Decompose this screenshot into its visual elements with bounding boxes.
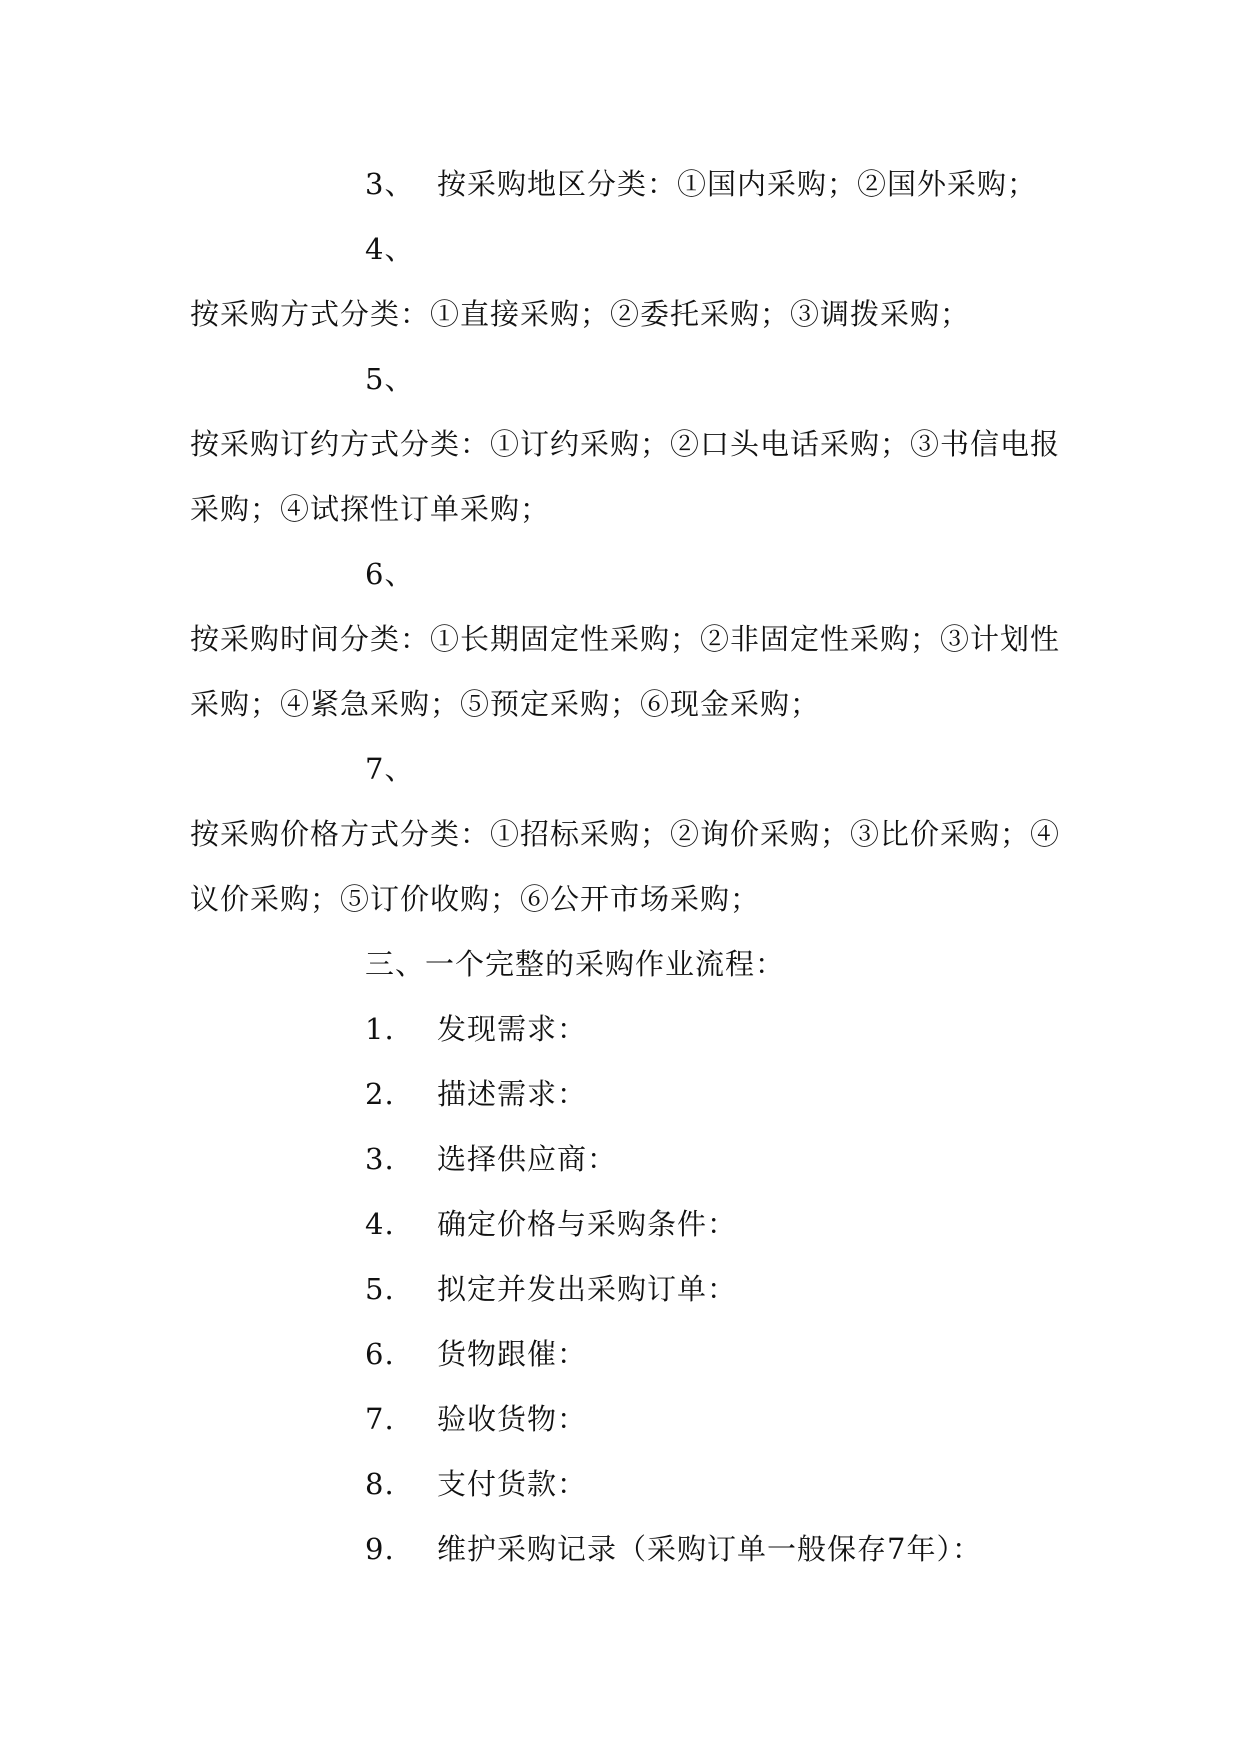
paragraph-line: 按采购时间分类：①长期固定性采购；②非固定性采购；③计划性 <box>190 622 1061 656</box>
step-number: 3. <box>365 1142 395 1176</box>
item-number: 4、 <box>365 232 415 266</box>
step-number: 8. <box>365 1467 395 1501</box>
step-text: 验收货物： <box>437 1402 588 1436</box>
item-number: 5、 <box>365 362 415 396</box>
item-number: 6、 <box>365 557 415 591</box>
item-number: 3、 <box>365 167 415 201</box>
step-number: 1. <box>365 1012 395 1046</box>
paragraph-line: 按采购价格方式分类：①招标采购；②询价采购；③比价采购；④ <box>190 817 1061 851</box>
item-number: 7、 <box>365 752 415 786</box>
paragraph-line: 采购；④紧急采购；⑤预定采购；⑥现金采购； <box>190 687 821 721</box>
step-number: 6. <box>365 1337 395 1371</box>
step-text: 拟定并发出采购订单： <box>437 1272 738 1306</box>
step-text: 货物跟催： <box>437 1337 588 1371</box>
step-number: 9. <box>365 1532 395 1566</box>
step-number: 5. <box>365 1272 395 1306</box>
step-text: 选择供应商： <box>437 1142 618 1176</box>
section-heading: 三、一个完整的采购作业流程： <box>365 947 786 981</box>
item-text: 按采购地区分类：①国内采购；②国外采购； <box>437 167 1038 201</box>
paragraph-line: 按采购订约方式分类：①订约采购；②口头电话采购；③书信电报 <box>190 427 1061 461</box>
step-number: 7. <box>365 1402 395 1436</box>
step-text: 发现需求： <box>437 1012 588 1046</box>
step-text: 描述需求： <box>437 1077 588 1111</box>
step-number: 4. <box>365 1207 395 1241</box>
step-text: 确定价格与采购条件： <box>437 1207 738 1241</box>
step-number: 2. <box>365 1077 395 1111</box>
step-text: 支付货款： <box>437 1467 588 1501</box>
paragraph-line: 按采购方式分类：①直接采购；②委托采购；③调拨采购； <box>190 297 971 331</box>
paragraph-line: 议价采购；⑤订价收购；⑥公开市场采购； <box>190 882 761 916</box>
step-text: 维护采购记录（采购订单一般保存7年）： <box>437 1532 982 1566</box>
paragraph-line: 采购；④试探性订单采购； <box>190 492 551 526</box>
